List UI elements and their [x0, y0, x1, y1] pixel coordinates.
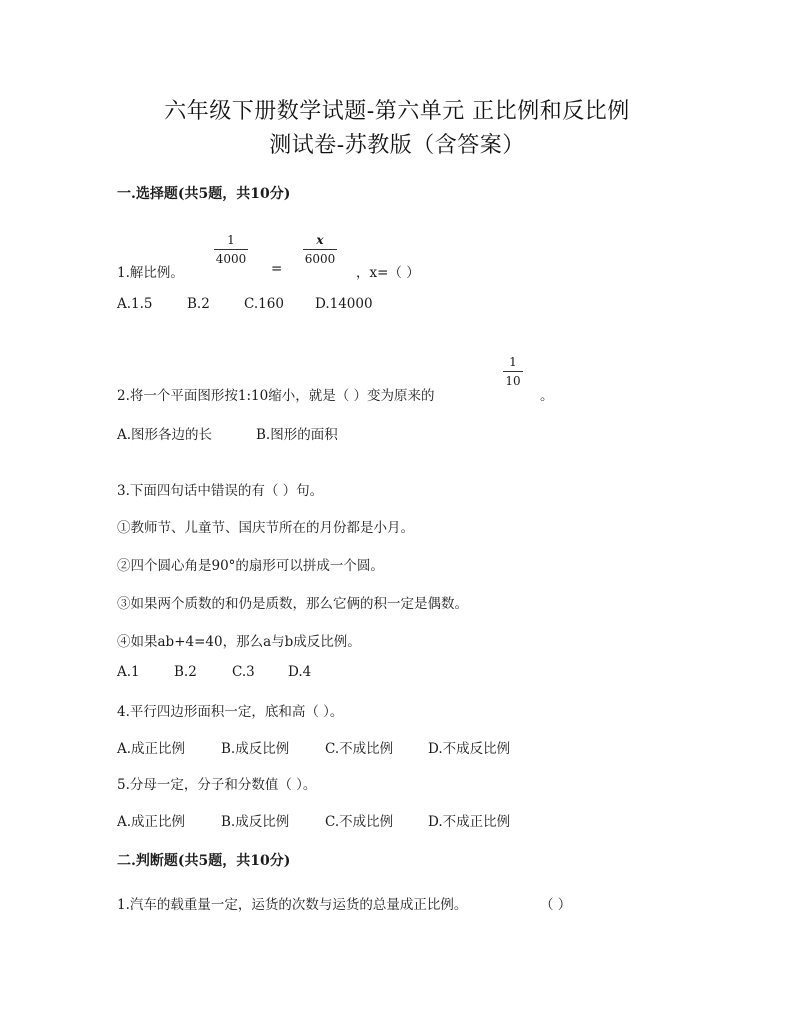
question-1-fraction-1	[214, 234, 248, 265]
question-3-statement-2: ②四个圆心角是90°的扇形可以拼成一个圆。	[117, 558, 384, 574]
question-5-option-a: A.成正比例	[117, 814, 186, 830]
question-3-statement-1: ①教师节、儿童节、国庆节所在的月份都是小月。	[117, 520, 414, 536]
question-4-text: 4.平行四边形面积一定，底和高（ ）。	[117, 704, 344, 720]
question-5-option-c: C.不成比例	[325, 814, 394, 830]
page-title-line1: 六年级下册数学试题-第六单元 正比例和反比例	[164, 99, 630, 124]
judgement-1-answer-paren: （ ）	[540, 897, 572, 913]
question-4-option-a: A.成正比例	[117, 741, 186, 757]
question-1-prefix: 1.解比例。	[117, 265, 184, 281]
question-3-statement-4: ④如果ab+4=40，那么a与b成反比例。	[117, 634, 361, 650]
judgement-1-text: 1.汽车的载重量一定，运货的次数与运货的总量成正比例。	[117, 897, 468, 913]
question-3-statement-3: ③如果两个质数的和仍是质数，那么它俩的积一定是偶数。	[117, 596, 468, 612]
question-5-option-b: B.成反比例	[221, 814, 290, 830]
question-1-option-d: D.14000	[315, 296, 373, 312]
question-5-text: 5.分母一定，分子和分数值（ ）。	[117, 777, 317, 793]
fraction-denominator: 10	[505, 374, 521, 388]
question-1-suffix: ，x=（ ）	[356, 265, 420, 281]
question-2-end: 。	[540, 388, 554, 404]
question-2-option-b: B.图形的面积	[256, 427, 338, 443]
question-1-equals: =	[271, 261, 283, 277]
section-heading-choice: 一.选择题(共5题，共10分)	[117, 186, 291, 202]
question-4-option-c: C.不成比例	[325, 741, 394, 757]
question-3-text: 3.下面四句话中错误的有（ ）句。	[117, 483, 324, 499]
question-1-option-b: B.2	[187, 296, 210, 312]
question-1-option-c: C.160	[244, 296, 284, 312]
fraction-numerator: 1	[227, 233, 235, 247]
fraction-numerator: x	[316, 233, 324, 247]
section-heading-judgement: 二.判断题(共5题，共10分)	[117, 853, 291, 869]
question-2-fraction	[503, 356, 523, 387]
question-3-option-c: C.3	[232, 664, 255, 680]
question-2-option-a: A.图形各边的长	[117, 427, 213, 443]
question-3-option-d: D.4	[288, 664, 312, 680]
question-2-text: 2.将一个平面图形按1:10缩小，就是（ ）变为原来的	[117, 388, 435, 404]
question-4-option-d: D.不成反比例	[428, 741, 511, 757]
fraction-denominator: 6000	[304, 252, 336, 266]
question-4-option-b: B.成反比例	[221, 741, 290, 757]
question-3-option-b: B.2	[174, 664, 197, 680]
page-title-line2: 测试卷-苏教版（含答案）	[269, 133, 525, 158]
fraction-numerator: 1	[509, 355, 517, 369]
question-1-fraction-2	[303, 234, 337, 265]
question-5-option-d: D.不成正比例	[428, 814, 511, 830]
fraction-denominator: 4000	[215, 252, 247, 266]
question-1-option-a: A.1.5	[117, 296, 153, 312]
question-3-option-a: A.1	[117, 664, 140, 680]
